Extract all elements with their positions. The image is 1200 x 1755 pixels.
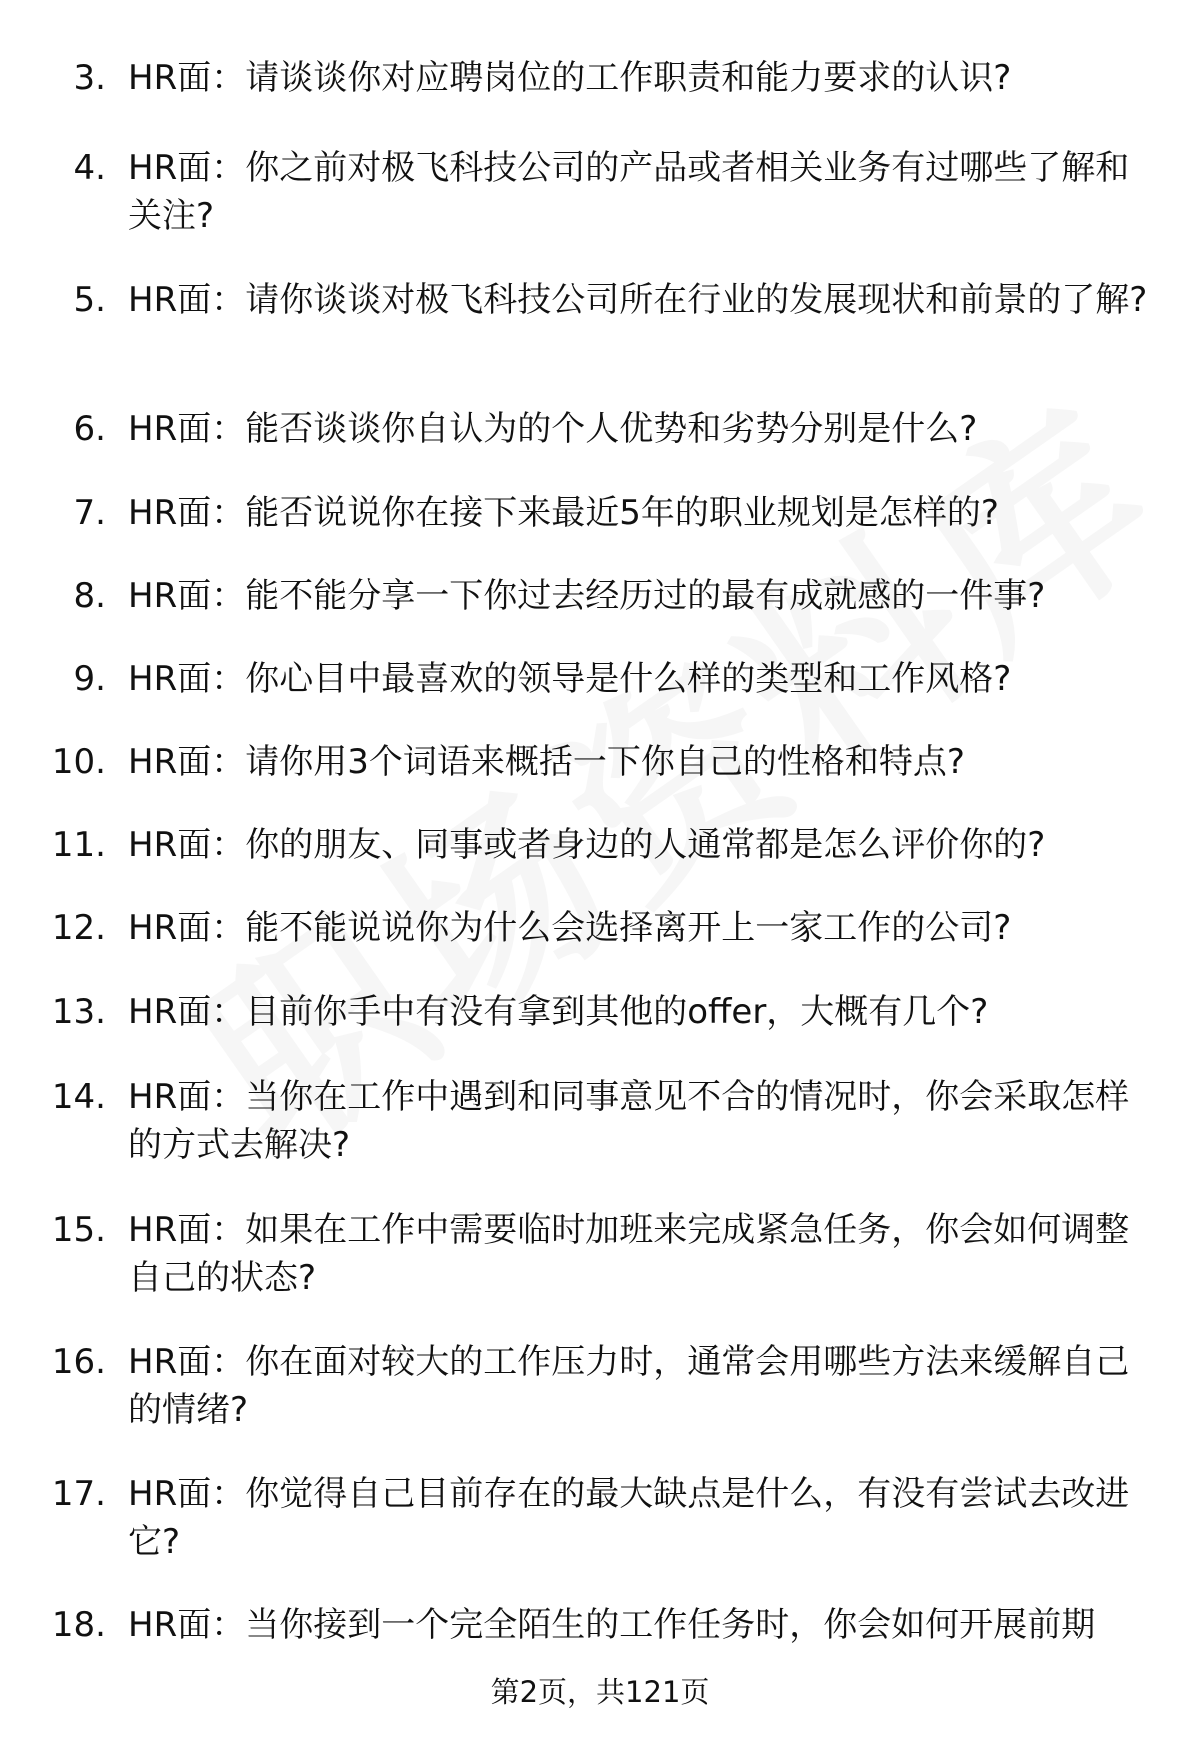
item-number: 16.	[51, 1342, 106, 1382]
item-text: HR面：能否说说你在接下来最近5年的职业规划是怎样的?	[128, 493, 999, 533]
item-number: 14.	[51, 1077, 106, 1117]
item-number: 10.	[51, 742, 106, 782]
item-number: 4.	[73, 148, 106, 188]
item-text: HR面：能不能说说你为什么会选择离开上一家工作的公司?	[128, 908, 1012, 948]
item-text: HR面：如果在工作中需要临时加班来完成紧急任务，你会如何调整自己的状态?	[128, 1210, 1130, 1298]
item-number: 13.	[51, 992, 106, 1032]
item-text: HR面：目前你手中有没有拿到其他的offer，大概有几个?	[128, 992, 989, 1032]
item-text: HR面：当你接到一个完全陌生的工作任务时，你会如何开展前期	[128, 1605, 1096, 1645]
item-text: HR面：当你在工作中遇到和同事意见不合的情况时，你会采取怎样的方式去解决?	[128, 1077, 1130, 1165]
item-number: 17.	[51, 1474, 106, 1514]
item-number: 9.	[73, 659, 106, 699]
item-text: HR面：能否谈谈你自认为的个人优势和劣势分别是什么?	[128, 409, 978, 449]
item-text: HR面：你的朋友、同事或者身边的人通常都是怎么评价你的?	[128, 825, 1046, 865]
item-text: HR面：你心目中最喜欢的领导是什么样的类型和工作风格?	[128, 659, 1012, 699]
page-footer: 第2页，共121页	[490, 1675, 710, 1709]
item-text: HR面：你在面对较大的工作压力时，通常会用哪些方法来缓解自己的情绪?	[128, 1342, 1130, 1430]
item-text: HR面：请你谈谈对极飞科技公司所在行业的发展现状和前景的了解?	[128, 280, 1148, 320]
item-number: 3.	[73, 58, 106, 98]
item-text: HR面：能不能分享一下你过去经历过的最有成就感的一件事?	[128, 576, 1046, 616]
item-number: 8.	[73, 576, 106, 616]
item-text: HR面：请你用3个词语来概括一下你自己的性格和特点?	[128, 742, 965, 782]
item-number: 7.	[73, 493, 106, 533]
item-number: 6.	[73, 409, 106, 449]
item-number: 12.	[51, 908, 106, 948]
item-number: 18.	[51, 1605, 106, 1645]
item-number: 15.	[51, 1210, 106, 1250]
item-text: HR面：你之前对极飞科技公司的产品或者相关业务有过哪些了解和关注?	[128, 148, 1130, 236]
item-number: 5.	[73, 280, 106, 320]
item-text: HR面：请谈谈你对应聘岗位的工作职责和能力要求的认识?	[128, 58, 1012, 98]
item-text: HR面：你觉得自己目前存在的最大缺点是什么，有没有尝试去改进它?	[128, 1474, 1130, 1562]
item-number: 11.	[51, 825, 106, 865]
